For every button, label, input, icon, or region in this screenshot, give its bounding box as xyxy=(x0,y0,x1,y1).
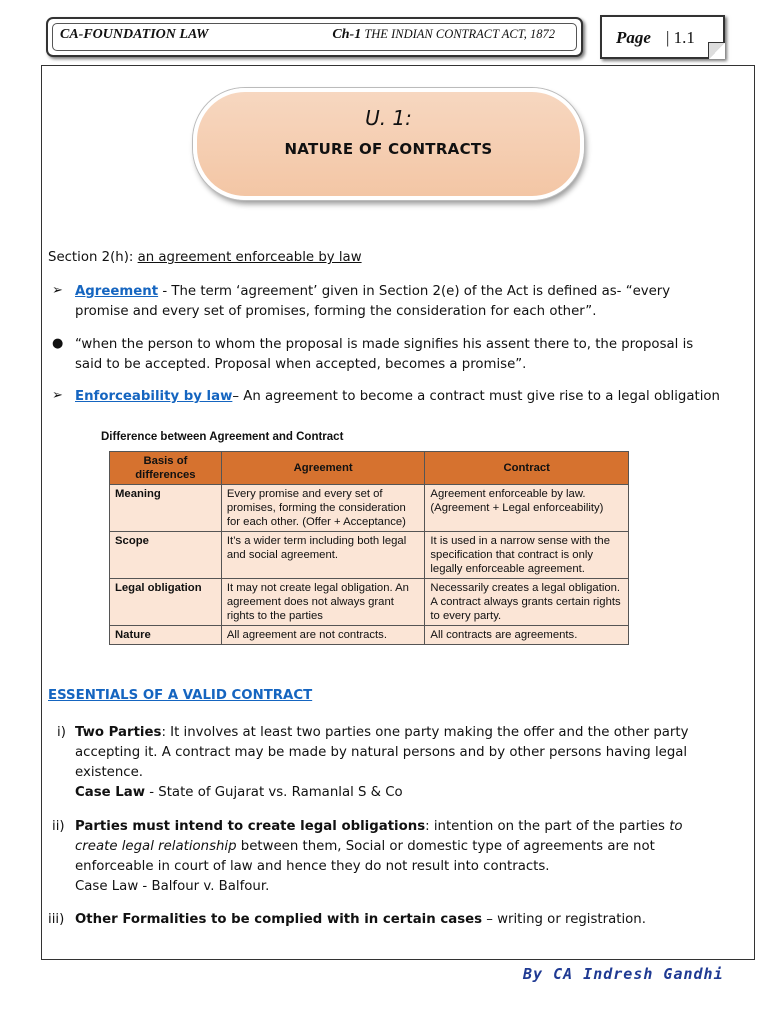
section-line xyxy=(48,248,748,268)
enforceability-text: – An agreement to become a contract must give rise to a legal obligation xyxy=(232,389,720,404)
dot-bullet-icon: ● xyxy=(52,336,64,351)
header-agreement: Agreement xyxy=(221,452,425,485)
arrow-bullet-icon: ➢ xyxy=(52,388,63,403)
essential-italic: to create legal relationship xyxy=(75,819,683,854)
point-agreement xyxy=(75,282,723,322)
header-bar xyxy=(46,17,583,57)
case-law-label: Case Law xyxy=(75,785,146,800)
row-agreement: It’s a wider term including both legal and social agreement. xyxy=(221,532,425,579)
chapter-prefix: Ch-1 xyxy=(332,27,362,42)
essential-formalities xyxy=(75,910,723,930)
essential-text xyxy=(75,817,723,877)
row-contract: All contracts are agreements. xyxy=(425,626,629,645)
essential-text xyxy=(75,723,723,783)
row-basis: Meaning xyxy=(110,485,222,532)
point-acceptance xyxy=(75,335,723,375)
subject-label: CA-FOUNDATION LAW xyxy=(60,27,209,42)
chapter-label xyxy=(332,27,555,43)
page-number: | 1.1 xyxy=(666,28,695,47)
table-row xyxy=(110,579,629,626)
page-label: Page xyxy=(616,28,651,47)
agreement-term: Agreement xyxy=(75,284,159,299)
essential-title: Two Parties xyxy=(75,725,162,740)
arrow-bullet-icon: ➢ xyxy=(52,283,63,298)
table-row xyxy=(110,626,629,645)
section-prefix: Section 2(h): xyxy=(48,250,138,265)
author-footer: By CA Indresh Gandhi xyxy=(523,965,724,983)
item-number: ii) xyxy=(52,819,65,834)
row-basis: Legal obligation xyxy=(110,579,222,626)
item-number: i) xyxy=(57,725,66,740)
page-curl-icon xyxy=(708,42,725,59)
point-enforceability xyxy=(75,387,723,407)
chapter-title: THE INDIAN CONTRACT ACT, 1872 xyxy=(364,27,555,41)
row-contract: Agreement enforceable by law. (Agreement + Legal enforceability) xyxy=(425,485,629,532)
row-agreement: It may not create legal obligation. An agreement does not always grant rights to the parties xyxy=(221,579,425,626)
row-basis: Nature xyxy=(110,626,222,645)
table-caption: Difference between Agreement and Contract xyxy=(101,431,344,443)
page-number-box xyxy=(600,15,725,59)
essential-body: : It involves at least two parties one party making the offer and the other party accepting it. A contract may be made by natural persons and by other persons having legal existence. xyxy=(75,725,689,780)
enforceability-term: Enforceability by law xyxy=(75,389,233,404)
essential-body: – writing or registration. xyxy=(482,912,646,927)
row-agreement: Every promise and every set of promises, forming the consideration for each other. (Offer + Acceptance) xyxy=(221,485,425,532)
row-contract: Necessarily creates a legal obligation. A contract always grants certain rights to every party. xyxy=(425,579,629,626)
essentials-heading: ESSENTIALS OF A VALID CONTRACT xyxy=(48,688,313,703)
header-basis: Basis of differences xyxy=(110,452,222,485)
unit-number: U. 1: xyxy=(365,106,412,130)
row-agreement: All agreement are not contracts. xyxy=(221,626,425,645)
essential-two-parties xyxy=(75,723,723,803)
table-header-row xyxy=(110,452,629,485)
header-contract: Contract xyxy=(425,452,629,485)
case-law-line: Case Law - Balfour v. Balfour. xyxy=(75,879,270,894)
acceptance-text: “when the person to whom the proposal is made signifies his assent there to, the proposal is said to be accepted. Proposal when accepted, becomes a promise”. xyxy=(75,337,694,372)
unit-title: NATURE OF CONTRACTS xyxy=(284,140,493,158)
essential-title: Parties must intend to create legal obligations xyxy=(75,819,426,834)
essential-body-a: : intention on the part of the parties xyxy=(425,819,670,834)
item-number: iii) xyxy=(48,912,65,927)
essential-title: Other Formalities to be complied with in certain cases xyxy=(75,912,483,927)
unit-title-banner xyxy=(193,88,584,200)
row-contract: It is used in a narrow sense with the specification that contract is only legally enforceable agreement. xyxy=(425,532,629,579)
row-basis: Scope xyxy=(110,532,222,579)
difference-table xyxy=(109,451,629,645)
essential-body-b: between them, Social or domestic type of agreements are not enforceable in court of law and hence they do not result into contracts. xyxy=(75,839,655,874)
section-definition: an agreement enforceable by law xyxy=(137,250,362,265)
essential-intention xyxy=(75,817,723,897)
case-law-text: - State of Gujarat vs. Ramanlal S & Co xyxy=(145,785,403,800)
case-law-line xyxy=(75,783,723,803)
table-row xyxy=(110,532,629,579)
table-row xyxy=(110,485,629,532)
agreement-definition: - The term ‘agreement’ given in Section 2(e) of the Act is defined as- “every promise and every set of promises, forming the consideration for each other”. xyxy=(75,284,671,319)
